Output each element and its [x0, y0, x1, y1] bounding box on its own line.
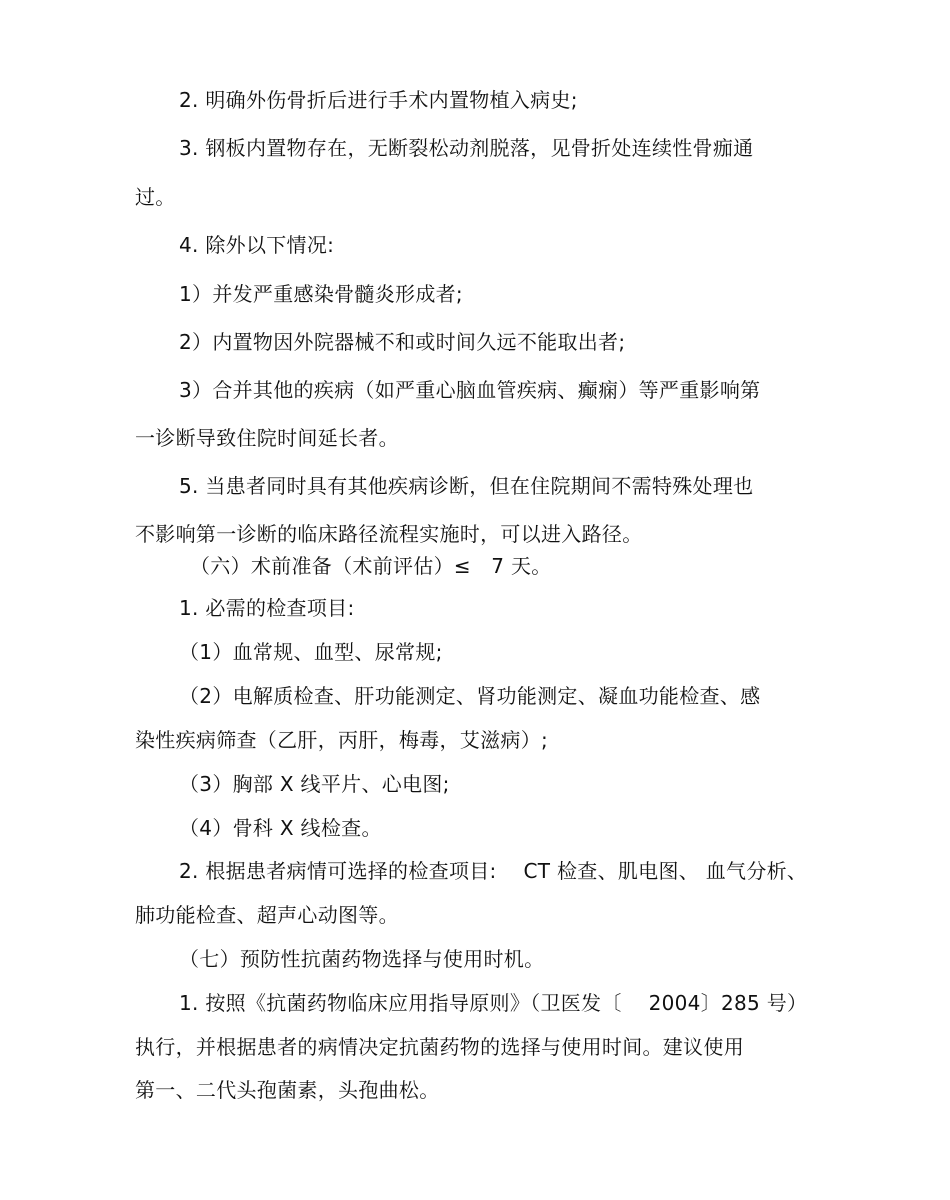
text-line: 1. 必需的检查项目: — [179, 596, 355, 620]
text-line: 5. 当患者同时具有其他疾病诊断，但在住院期间不需特殊处理也 — [179, 474, 754, 498]
text-line: 第一、二代头孢菌素，头孢曲松。 — [135, 1078, 440, 1102]
text-line: （3）胸部 X 线平片、心电图; — [179, 772, 450, 796]
text-line: 1）并发严重感染骨髓炎形成者; — [179, 282, 463, 306]
text-line: 2. 根据患者病情可选择的检查项目: CT 检查、肌电图、 血气分析、 — [179, 859, 808, 883]
section-heading: （六）术前准备（术前评估）≤ 7 天。 — [190, 554, 552, 578]
text-line: 2）内置物因外院器械不和或时间久远不能取出者; — [179, 330, 626, 354]
text-line: 3）合并其他的疾病（如严重心脑血管疾病、癫痫）等严重影响第 — [179, 378, 761, 402]
text-line: 染性疾病筛查（乙肝，丙肝，梅毒，艾滋病）; — [135, 728, 549, 752]
text-line: 过。 — [135, 185, 176, 209]
text-line: 执行，并根据患者的病情决定抗菌药物的选择与使用时间。建议使用 — [135, 1035, 744, 1059]
section-heading: （七）预防性抗菌药物选择与使用时机。 — [179, 947, 545, 971]
text-line: （1）血常规、血型、尿常规; — [179, 640, 443, 664]
text-line: （2）电解质检查、肝功能测定、肾功能测定、凝血功能检查、感 — [179, 684, 761, 708]
text-line: 2. 明确外伤骨折后进行手术内置物植入病史; — [179, 88, 578, 112]
text-line: 1. 按照《抗菌药物临床应用指导原则》（卫医发〔 2004〕285 号） — [179, 991, 808, 1015]
text-line: 肺功能检查、超声心动图等。 — [135, 903, 399, 927]
text-line: 不影响第一诊断的临床路径流程实施时，可以进入路径。 — [135, 522, 643, 546]
text-line: 4. 除外以下情况: — [179, 233, 335, 257]
text-line: （4）骨科 X 线检查。 — [179, 816, 382, 840]
text-line: 一诊断导致住院时间延长者。 — [135, 426, 399, 450]
text-line: 3. 钢板内置物存在，无断裂松动剂脱落，见骨折处连续性骨痂通 — [179, 136, 754, 160]
